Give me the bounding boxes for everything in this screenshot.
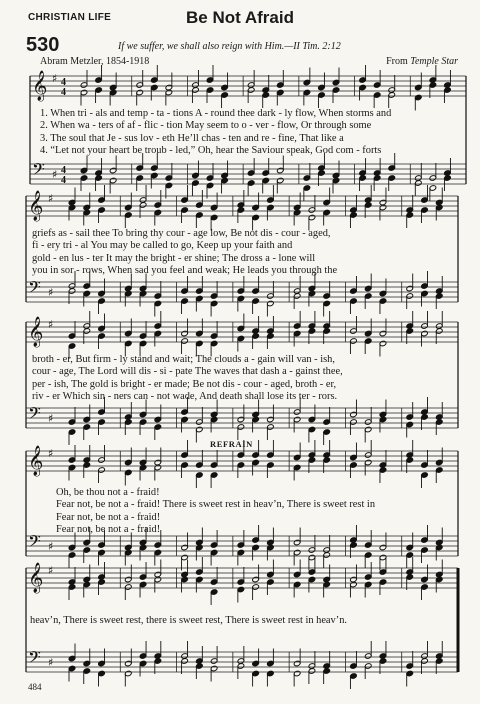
source-prefix: From [386, 56, 408, 67]
time-signature: 4 [61, 87, 66, 98]
lyric-line: gold - en lus - ter It may the bright - er shine; The dross a - lone will [32, 252, 316, 264]
lyric-line: riv - er Which sin - ners can - not wade, And death shall lose its ter - rors. [32, 391, 338, 403]
lyric-line: cour - age, The Lord will dis - si - pate The waves that dash a - gainst thee, [32, 366, 343, 378]
lyrics-system-3 [32, 354, 343, 404]
sharp-icon: ♯ [48, 564, 54, 577]
author-credit: Abram Metzler, 1854-1918 [40, 56, 150, 67]
treble-clef-icon: 𝄞 [28, 191, 44, 221]
lyric-line: Oh, be thou not a - fraid! [56, 487, 160, 498]
bass-clef-icon: 𝄢 [28, 277, 41, 301]
bass-clef-icon: 𝄢 [32, 159, 45, 183]
sharp-icon: ♯ [52, 168, 58, 181]
lyric-line: fi - ery tri - al You may be called to go, Keep up your faith and [32, 240, 293, 252]
sharp-icon: ♯ [48, 447, 54, 460]
lyric-line: heav’n, There is sweet rest, there is sweet rest, There is sweet rest in heav’n. [30, 615, 347, 626]
lyric-line: per - ish, The gold is bright - er made; Be not dis - cour - aged, broth - er, [32, 378, 337, 390]
lyric-line: 1. When tri - als and temp - ta - tions A - round thee dark - ly flow, When storms and [40, 108, 392, 119]
lyrics-system-2 [32, 228, 337, 278]
sharp-icon: ♯ [48, 318, 54, 331]
lyric-line: 4. “Let not your heart be troub - led,” Oh, hear the Saviour speak, God com - forts [40, 145, 382, 157]
treble-clef-icon: 𝄞 [28, 563, 44, 593]
lyric-line: griefs as - sail thee To bring thy cour - age low, Be not dis - cour - aged, [32, 228, 331, 239]
time-signature: 4 [61, 77, 66, 88]
lyrics-system-4 [56, 487, 375, 537]
time-signature: 4 [61, 165, 66, 176]
sharp-icon: ♯ [48, 412, 54, 425]
treble-clef-icon: 𝄞 [28, 446, 44, 476]
sharp-icon: ♯ [52, 72, 58, 85]
scripture-reference: If we suffer, we shall also reign with Him.—II Tim. 2:12 [118, 41, 341, 52]
sharp-icon: ♯ [48, 286, 54, 299]
lyrics-system-5 [30, 615, 347, 627]
bass-clef-icon: 𝄢 [28, 531, 41, 555]
lyrics-system-1 [40, 108, 391, 158]
time-signature: 4 [61, 175, 66, 186]
sharp-icon: ♯ [48, 192, 54, 205]
lyric-line: Fear not, be not a - fraid! There is sweet rest in heav’n, There is sweet rest in [56, 499, 376, 511]
lyric-line: 2. When wa - ters of af - flic - tion May seem to o - ver - flow, Or through some [40, 120, 372, 132]
page-number: 484 [28, 682, 42, 692]
lyric-line: Fear not, be not a - fraid! [56, 524, 161, 536]
lyric-line: broth - er, But firm - ly stand and wait; The clouds a - gain will van - ish, [32, 354, 335, 365]
lyric-line: Fear not, be not a - fraid! [56, 511, 161, 523]
refrain-label: REFRAIN [210, 439, 253, 449]
lyric-line: you in sor - rows, When sad you feel and weak; He leads you through the [32, 265, 338, 277]
sharp-icon: ♯ [48, 656, 54, 669]
source-name: Temple Star [410, 56, 458, 67]
bass-clef-icon: 𝄢 [28, 403, 41, 427]
treble-clef-icon: 𝄞 [28, 317, 44, 347]
sharp-icon: ♯ [48, 540, 54, 553]
treble-clef-icon: 𝄞 [32, 71, 48, 101]
lyric-line: 3. The soul that Je - sus lov - eth He’ll chas - ten and re - fine, That like a [40, 132, 344, 144]
section-heading: CHRISTIAN LIFE [28, 12, 112, 23]
hymn-title: Be Not Afraid [186, 8, 294, 27]
bass-clef-icon: 𝄢 [28, 647, 41, 671]
hymn-number: 530 [26, 34, 60, 56]
